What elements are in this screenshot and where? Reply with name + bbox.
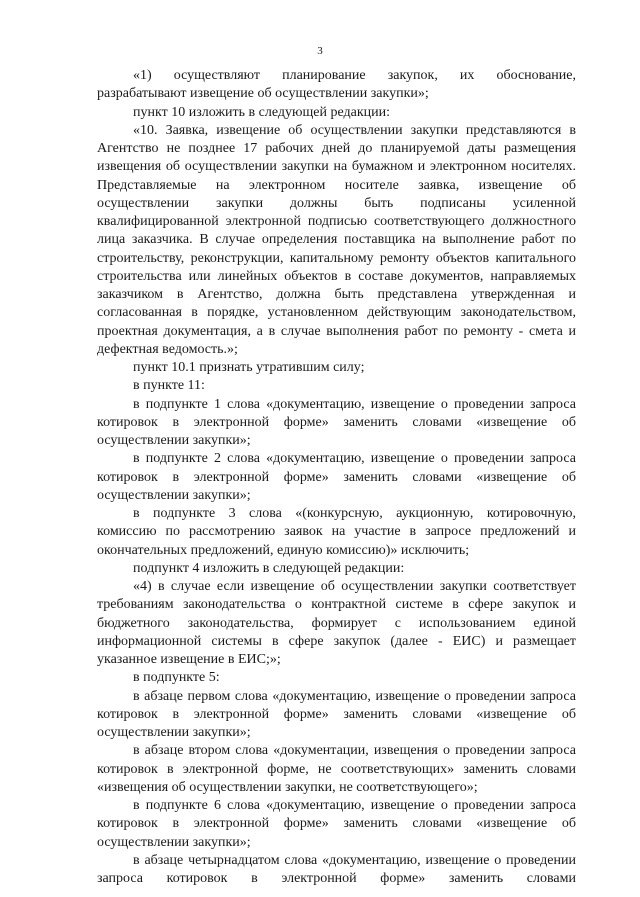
document-body [97, 67, 576, 888]
paragraph-point-10-1: пункт 10.1 признать утратившим силу; [133, 360, 365, 375]
paragraph-subpoint-3: в подпункте 3 слова «(конкурсную, аукционную, котировочную, комиссию по рассмотрению заявок на участие в запросе предложений и окончательных предложений, единую комиссию)» исключить; [97, 506, 576, 558]
paragraph-subpoint-5-intro: в подпункте 5: [133, 670, 220, 686]
paragraph-amendment-1: «1) осуществляют планирование закупок, их обоснование, разрабатывают извещение об осуществлении закупки»; [97, 68, 576, 102]
paragraph-subpoint-5-para-1: в абзаце первом слова «документацию, извещение о проведении запроса котировок в электронной форме» заменить словами «извещение об осуществлении закупки»; [97, 688, 576, 740]
paragraph-subpoint-4-text: «4) в случае если извещение об осуществлении закупки соответствует требованиям законодательства о контрактной системе в сфере закупок и бюджетного законодательства, формирует с использованием единой информационной системы в сфере закупок (далее - ЕИС) и размещает указанное извещение в ЕИС;»; [97, 579, 576, 667]
paragraph-subpoint-4-intro: подпункт 4 изложить в следующей редакции: [133, 560, 405, 576]
paragraph-subpoint-5-para-2: в абзаце втором слова «документации, извещения о проведении запроса котировок в электронной форме, не соответствующих» заменить словами «извещения об осуществлении закупки, не соответствующего»; [97, 743, 576, 795]
paragraph-point-10-intro: пункт 10 изложить в следующей редакции: [133, 104, 390, 120]
paragraph-point-10-text: «10. Заявка, извещение об осуществлении закупки представляются в Агентство не позднее 17 рабочих дней до планируемой даты размещения извещения об осуществлении закупки на бумажном и электронном носителях. Представляемые на электронном носителе заявка, извещение об осуществлении закупки должны быть подписаны усиленной квалифицированной электронной подписью соответствующего должностного лица заказчика. В случае определения поставщика на выполнение работ по строительству, реконструкции, капитальному ремонту объектов капитального строительства или линейных объектов в составе документов, направляемых заказчиком в Агентство, должна быть представлена утвержденная и согласованная в порядке, установленном действующим законодательством, проектная документация, а в случае выполнения работ по ремонту - смета и дефектная ведомость.»; [97, 122, 576, 357]
paragraph-point-11-intro: в пункте 11: [133, 378, 205, 394]
paragraph-subpoint-6: в подпункте 6 слова «документацию, извещение о проведении запроса котировок в электронной форме» заменить словами «извещение об осуществлении закупки»; [97, 798, 576, 850]
paragraph-para-14: в абзаце четырнадцатом слова «документацию, извещение о проведении запроса котировок в электронной форме» заменить словами [97, 852, 576, 886]
paragraph-subpoint-2: в подпункте 2 слова «документацию, извещение о проведении запроса котировок в электронной форме» заменить словами «извещение об осуществлении закупки»; [97, 451, 576, 503]
paragraph-subpoint-1: в подпункте 1 слова «документацию, извещение о проведении запроса котировок в электронной форме» заменить словами «извещение об осуществлении закупки»; [97, 396, 576, 448]
page-number: 3 [317, 45, 323, 57]
